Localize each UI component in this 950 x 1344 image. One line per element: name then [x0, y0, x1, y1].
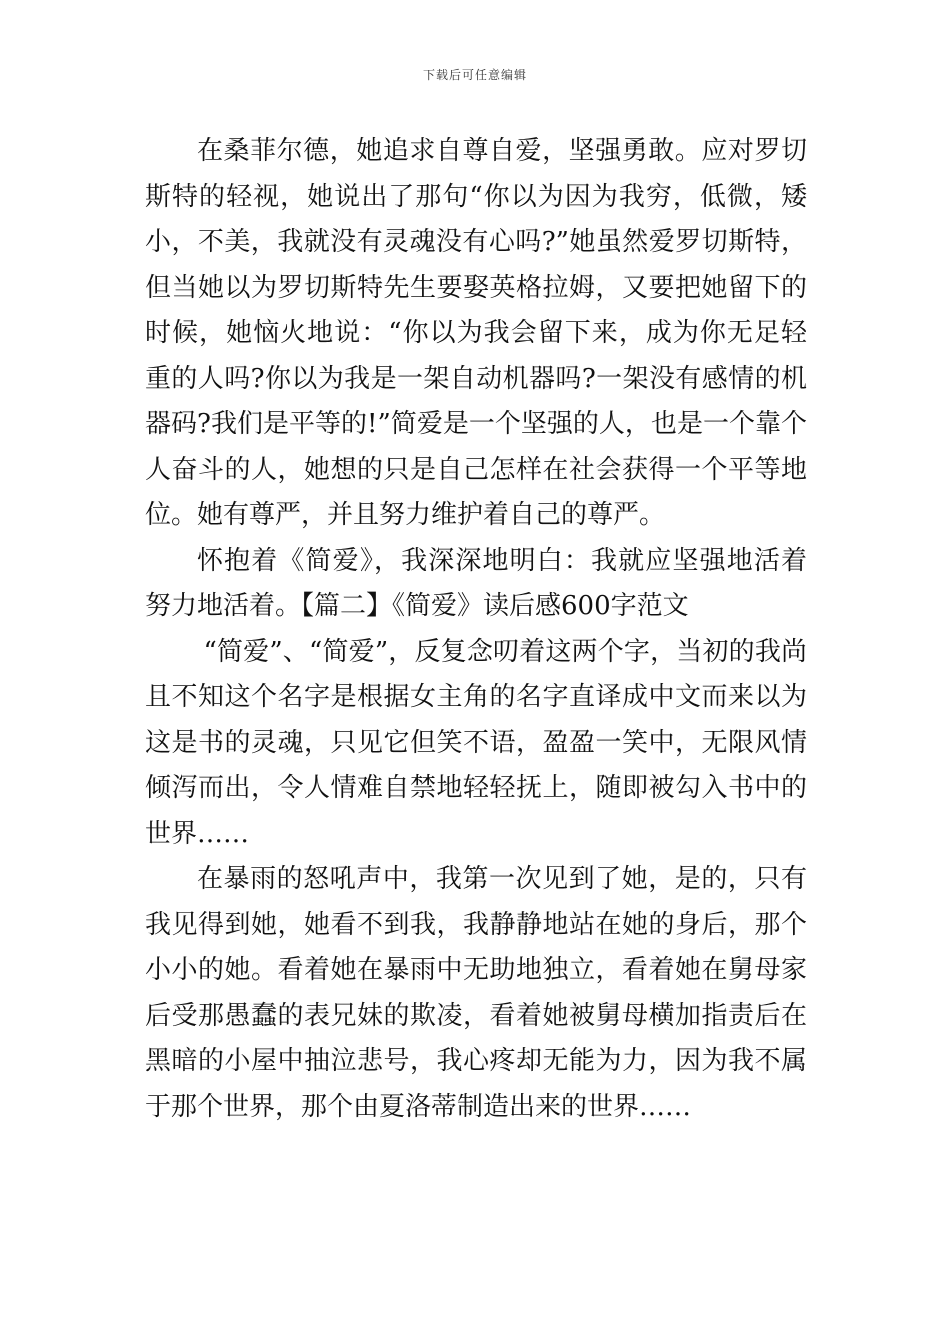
- paragraph-4: 在暴雨的怒吼声中，我第一次见到了她，是的，只有我见得到她，她看不到我，我静静地站在她的身后，那个小小的她。看着她在暴雨中无助地独立，看着她在舅母家后受那愚蠢的表兄妹的欺凌，看着她被舅母横加指责后在黑暗的小屋中抽泣悲号，我心疼却无能为力，因为我不属于那个世界，那个由夏洛蒂制造出来的世界……: [145, 864, 807, 1122]
- paragraph-3: “简爱”、“简爱”，反复念叨着这两个字，当初的我尚且不知这个名字是根据女主角的名字直译成中文而来以为这是书的灵魂，只见它但笑不语，盈盈一笑中，无限风情倾泻而出，令人情难自禁地轻轻抚上，随即被勾入书中的世界……: [145, 636, 807, 849]
- paragraph-1: 在桑菲尔德，她追求自尊自爱，坚强勇敢。应对罗切斯特的轻视，她说出了那句“你以为因为我穷，低微，矮小，不美，我就没有灵魂没有心吗?”她虽然爱罗切斯特，但当她以为罗切斯特先生要娶英格拉姆，又要把她留下的时候，她恼火地说：“你以为我会留下来，成为你无足轻重的人吗?你以为我是一架自动机器吗?一架没有感情的机器码?我们是平等的!”简爱是一个坚强的人，也是一个靠个人奋斗的人，她想的只是自己怎样在社会获得一个平等地位。她有尊严，并且努力维护着自己的尊严。: [145, 136, 807, 530]
- paragraph-2: 怀抱着《简爱》，我深深地明白：我就应坚强地活着努力地活着。【篇二】《简爱》读后感600字范文: [145, 545, 807, 621]
- page-header: 下载后可任意编辑: [422, 68, 527, 82]
- document-body: [145, 129, 807, 1130]
